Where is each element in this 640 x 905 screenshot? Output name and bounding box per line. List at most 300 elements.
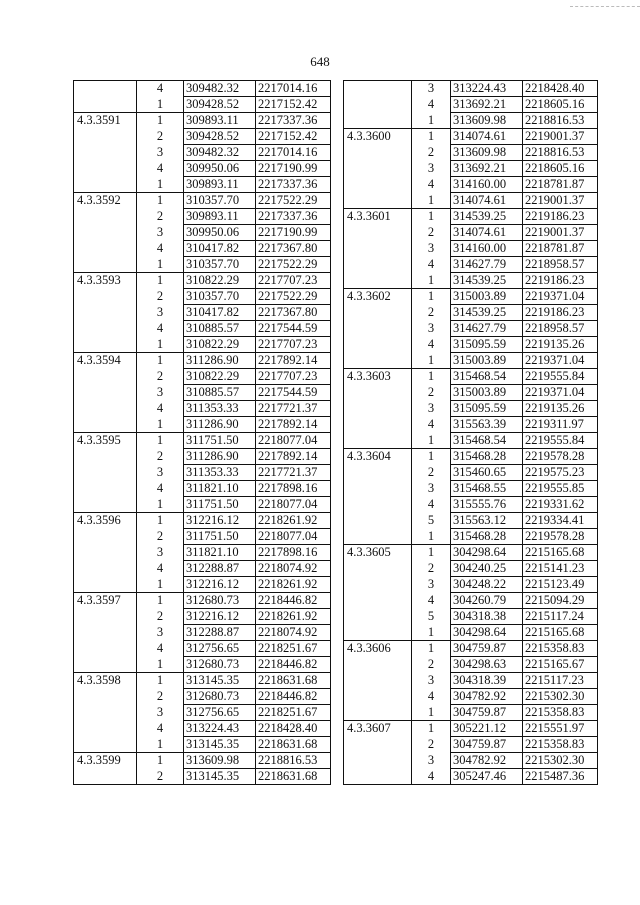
table-row: [74, 273, 331, 289]
right-coordinate-table: [343, 80, 598, 785]
y-coordinate-cell: 2217522.29: [256, 193, 331, 209]
y-coordinate-cell: 2219186.23: [523, 209, 598, 225]
y-coordinate-cell: 2217721.37: [256, 465, 331, 481]
table-row: [74, 737, 331, 753]
point-number-cell: 2: [137, 689, 184, 705]
section-number-cell: [74, 305, 137, 321]
section-number-cell: [74, 385, 137, 401]
point-number-cell: 1: [412, 545, 451, 561]
point-number-cell: 1: [412, 433, 451, 449]
y-coordinate-cell: 2218605.16: [523, 161, 598, 177]
x-coordinate-cell: 310357.70: [184, 193, 256, 209]
y-coordinate-cell: 2219001.37: [523, 129, 598, 145]
section-number-cell: [74, 705, 137, 721]
point-number-cell: 1: [137, 257, 184, 273]
x-coordinate-cell: 315468.54: [451, 369, 523, 385]
y-coordinate-cell: 2218446.82: [256, 593, 331, 609]
x-coordinate-cell: 313609.98: [451, 113, 523, 129]
table-row: [344, 689, 598, 705]
table-row: [74, 241, 331, 257]
table-row: [74, 129, 331, 145]
point-number-cell: 1: [137, 497, 184, 513]
table-row: [74, 225, 331, 241]
y-coordinate-cell: 2218781.87: [523, 177, 598, 193]
point-number-cell: 3: [137, 625, 184, 641]
table-row: [74, 545, 331, 561]
section-number-cell: [74, 145, 137, 161]
table-row: [344, 721, 598, 737]
section-number-cell: [344, 401, 412, 417]
section-number-cell: 4.3.3603: [344, 369, 412, 385]
table-row: [74, 257, 331, 273]
y-coordinate-cell: 2217522.29: [256, 257, 331, 273]
x-coordinate-cell: 304248.22: [451, 577, 523, 593]
table-row: [74, 705, 331, 721]
point-number-cell: 2: [137, 209, 184, 225]
point-number-cell: 4: [412, 769, 451, 785]
section-number-cell: [344, 97, 412, 113]
section-number-cell: [74, 641, 137, 657]
section-number-cell: [344, 177, 412, 193]
y-coordinate-cell: 2217337.36: [256, 177, 331, 193]
y-coordinate-cell: 2218074.92: [256, 561, 331, 577]
point-number-cell: 1: [137, 673, 184, 689]
y-coordinate-cell: 2218631.68: [256, 737, 331, 753]
x-coordinate-cell: 311751.50: [184, 433, 256, 449]
section-number-cell: [74, 497, 137, 513]
point-number-cell: 2: [137, 289, 184, 305]
section-number-cell: [74, 721, 137, 737]
x-coordinate-cell: 312288.87: [184, 561, 256, 577]
y-coordinate-cell: 2217892.14: [256, 353, 331, 369]
point-number-cell: 2: [137, 609, 184, 625]
point-number-cell: 3: [137, 145, 184, 161]
point-number-cell: 1: [137, 193, 184, 209]
table-row: [74, 753, 331, 769]
section-number-cell: 4.3.3599: [74, 753, 137, 769]
y-coordinate-cell: 2218958.57: [523, 257, 598, 273]
y-coordinate-cell: 2218261.92: [256, 577, 331, 593]
section-number-cell: 4.3.3598: [74, 673, 137, 689]
y-coordinate-cell: 2215551.97: [523, 721, 598, 737]
x-coordinate-cell: 315468.55: [451, 481, 523, 497]
y-coordinate-cell: 2219186.23: [523, 305, 598, 321]
table-row: [74, 369, 331, 385]
x-coordinate-cell: 305247.46: [451, 769, 523, 785]
point-number-cell: 1: [137, 593, 184, 609]
point-number-cell: 1: [137, 97, 184, 113]
y-coordinate-cell: 2219371.04: [523, 353, 598, 369]
table-row: [74, 289, 331, 305]
point-number-cell: 2: [137, 769, 184, 785]
section-number-cell: [344, 273, 412, 289]
section-number-cell: 4.3.3602: [344, 289, 412, 305]
y-coordinate-cell: 2218261.92: [256, 609, 331, 625]
x-coordinate-cell: 313224.43: [451, 81, 523, 97]
y-coordinate-cell: 2215117.23: [523, 673, 598, 689]
x-coordinate-cell: 304298.64: [451, 545, 523, 561]
table-row: [344, 609, 598, 625]
x-coordinate-cell: 314627.79: [451, 321, 523, 337]
y-coordinate-cell: 2217892.14: [256, 449, 331, 465]
section-number-cell: [74, 209, 137, 225]
section-number-cell: [344, 113, 412, 129]
table-row: [74, 209, 331, 225]
table-row: [344, 705, 598, 721]
section-number-cell: [344, 193, 412, 209]
point-number-cell: 4: [137, 641, 184, 657]
table-row: [74, 321, 331, 337]
table-row: [344, 513, 598, 529]
point-number-cell: 1: [137, 113, 184, 129]
table-row: [74, 449, 331, 465]
table-row: [74, 673, 331, 689]
section-number-cell: [344, 593, 412, 609]
section-number-cell: 4.3.3595: [74, 433, 137, 449]
section-number-cell: [344, 417, 412, 433]
x-coordinate-cell: 313145.35: [184, 737, 256, 753]
x-coordinate-cell: 314539.25: [451, 209, 523, 225]
y-coordinate-cell: 2217898.16: [256, 481, 331, 497]
x-coordinate-cell: 310822.29: [184, 273, 256, 289]
section-number-cell: 4.3.3591: [74, 113, 137, 129]
left-coordinate-table: [73, 80, 331, 785]
x-coordinate-cell: 312680.73: [184, 657, 256, 673]
point-number-cell: 5: [412, 513, 451, 529]
x-coordinate-cell: 312288.87: [184, 625, 256, 641]
table-row: [344, 769, 598, 785]
x-coordinate-cell: 312756.65: [184, 641, 256, 657]
x-coordinate-cell: 315563.12: [451, 513, 523, 529]
y-coordinate-cell: 2217190.99: [256, 161, 331, 177]
table-row: [74, 385, 331, 401]
section-number-cell: 4.3.3607: [344, 721, 412, 737]
table-row: [344, 417, 598, 433]
section-number-cell: [74, 417, 137, 433]
section-number-cell: [344, 657, 412, 673]
y-coordinate-cell: 2217337.36: [256, 113, 331, 129]
section-number-cell: [344, 529, 412, 545]
y-coordinate-cell: 2217544.59: [256, 321, 331, 337]
x-coordinate-cell: 313145.35: [184, 673, 256, 689]
y-coordinate-cell: 2217544.59: [256, 385, 331, 401]
point-number-cell: 2: [137, 529, 184, 545]
x-coordinate-cell: 313224.43: [184, 721, 256, 737]
x-coordinate-cell: 315003.89: [451, 289, 523, 305]
section-number-cell: 4.3.3604: [344, 449, 412, 465]
point-number-cell: 4: [137, 321, 184, 337]
point-number-cell: 3: [137, 305, 184, 321]
point-number-cell: 1: [412, 449, 451, 465]
table-row: [344, 145, 598, 161]
x-coordinate-cell: 315555.76: [451, 497, 523, 513]
table-row: [74, 769, 331, 785]
section-number-cell: [74, 337, 137, 353]
table-row: [74, 337, 331, 353]
point-number-cell: 4: [412, 689, 451, 705]
section-number-cell: [344, 337, 412, 353]
y-coordinate-cell: 2217522.29: [256, 289, 331, 305]
table-row: [344, 497, 598, 513]
x-coordinate-cell: 314539.25: [451, 305, 523, 321]
point-number-cell: 5: [412, 609, 451, 625]
x-coordinate-cell: 315468.28: [451, 449, 523, 465]
x-coordinate-cell: 314074.61: [451, 129, 523, 145]
point-number-cell: 3: [412, 753, 451, 769]
x-coordinate-cell: 311286.90: [184, 449, 256, 465]
table-row: [344, 545, 598, 561]
section-number-cell: [74, 97, 137, 113]
section-number-cell: 4.3.3596: [74, 513, 137, 529]
table-row: [344, 161, 598, 177]
point-number-cell: 2: [137, 449, 184, 465]
section-number-cell: [344, 497, 412, 513]
x-coordinate-cell: 310885.57: [184, 321, 256, 337]
section-number-cell: [344, 161, 412, 177]
point-number-cell: 4: [412, 177, 451, 193]
x-coordinate-cell: 311353.33: [184, 401, 256, 417]
table-row: [344, 193, 598, 209]
section-number-cell: [344, 81, 412, 97]
y-coordinate-cell: 2217707.23: [256, 273, 331, 289]
point-number-cell: 4: [137, 401, 184, 417]
section-number-cell: 4.3.3601: [344, 209, 412, 225]
x-coordinate-cell: 315095.59: [451, 401, 523, 417]
y-coordinate-cell: 2218958.57: [523, 321, 598, 337]
table-row: [344, 577, 598, 593]
y-coordinate-cell: 2219135.26: [523, 337, 598, 353]
section-number-cell: [344, 609, 412, 625]
point-number-cell: 4: [137, 481, 184, 497]
y-coordinate-cell: 2218251.67: [256, 641, 331, 657]
section-number-cell: [344, 305, 412, 321]
point-number-cell: 1: [137, 737, 184, 753]
x-coordinate-cell: 313609.98: [451, 145, 523, 161]
point-number-cell: 1: [137, 177, 184, 193]
x-coordinate-cell: 310417.82: [184, 305, 256, 321]
x-coordinate-cell: 312756.65: [184, 705, 256, 721]
y-coordinate-cell: 2218077.04: [256, 529, 331, 545]
section-number-cell: [344, 737, 412, 753]
section-number-cell: [344, 753, 412, 769]
table-row: [344, 129, 598, 145]
point-number-cell: 1: [412, 705, 451, 721]
x-coordinate-cell: 309893.11: [184, 177, 256, 193]
x-coordinate-cell: 304240.25: [451, 561, 523, 577]
point-number-cell: 1: [137, 513, 184, 529]
table-row: [74, 609, 331, 625]
y-coordinate-cell: 2217892.14: [256, 417, 331, 433]
x-coordinate-cell: 315468.28: [451, 529, 523, 545]
point-number-cell: 2: [412, 145, 451, 161]
section-number-cell: [74, 481, 137, 497]
point-number-cell: 4: [137, 161, 184, 177]
point-number-cell: 1: [412, 625, 451, 641]
section-number-cell: 4.3.3605: [344, 545, 412, 561]
x-coordinate-cell: 309482.32: [184, 81, 256, 97]
x-coordinate-cell: 304759.87: [451, 705, 523, 721]
table-row: [344, 593, 598, 609]
point-number-cell: 2: [412, 465, 451, 481]
section-number-cell: [344, 225, 412, 241]
point-number-cell: 1: [412, 129, 451, 145]
table-row: [74, 465, 331, 481]
y-coordinate-cell: 2219555.84: [523, 433, 598, 449]
y-coordinate-cell: 2217367.80: [256, 305, 331, 321]
y-coordinate-cell: 2215302.30: [523, 753, 598, 769]
table-row: [344, 465, 598, 481]
y-coordinate-cell: 2215358.83: [523, 705, 598, 721]
x-coordinate-cell: 315563.39: [451, 417, 523, 433]
y-coordinate-cell: 2217014.16: [256, 145, 331, 161]
y-coordinate-cell: 2218816.53: [523, 113, 598, 129]
point-number-cell: 3: [412, 321, 451, 337]
table-row: [344, 305, 598, 321]
section-number-cell: [74, 737, 137, 753]
y-coordinate-cell: 2215123.49: [523, 577, 598, 593]
table-row: [344, 449, 598, 465]
table-row: [74, 417, 331, 433]
table-row: [344, 385, 598, 401]
section-number-cell: [74, 769, 137, 785]
section-number-cell: [74, 369, 137, 385]
y-coordinate-cell: 2215141.23: [523, 561, 598, 577]
page-number: 648: [310, 54, 330, 69]
x-coordinate-cell: 304260.79: [451, 593, 523, 609]
x-coordinate-cell: 313609.98: [184, 753, 256, 769]
y-coordinate-cell: 2219555.84: [523, 369, 598, 385]
table-row: [344, 529, 598, 545]
x-coordinate-cell: 309950.06: [184, 225, 256, 241]
x-coordinate-cell: 304759.87: [451, 641, 523, 657]
x-coordinate-cell: 312680.73: [184, 593, 256, 609]
y-coordinate-cell: 2218781.87: [523, 241, 598, 257]
section-number-cell: [344, 513, 412, 529]
y-coordinate-cell: 2217707.23: [256, 369, 331, 385]
x-coordinate-cell: 314539.25: [451, 273, 523, 289]
x-coordinate-cell: 304318.38: [451, 609, 523, 625]
x-coordinate-cell: 310885.57: [184, 385, 256, 401]
table-row: [344, 433, 598, 449]
table-row: [344, 81, 598, 97]
y-coordinate-cell: 2218631.68: [256, 769, 331, 785]
x-coordinate-cell: 312216.12: [184, 577, 256, 593]
table-row: [344, 241, 598, 257]
point-number-cell: 2: [412, 385, 451, 401]
table-row: [74, 81, 331, 97]
y-coordinate-cell: 2218605.16: [523, 97, 598, 113]
point-number-cell: 4: [137, 561, 184, 577]
section-number-cell: [74, 449, 137, 465]
x-coordinate-cell: 304782.92: [451, 689, 523, 705]
point-number-cell: 4: [137, 241, 184, 257]
section-number-cell: 4.3.3600: [344, 129, 412, 145]
y-coordinate-cell: 2218446.82: [256, 657, 331, 673]
section-number-cell: [74, 545, 137, 561]
table-row: [344, 257, 598, 273]
x-coordinate-cell: 309893.11: [184, 113, 256, 129]
table-row: [344, 113, 598, 129]
point-number-cell: 1: [412, 369, 451, 385]
x-coordinate-cell: 314074.61: [451, 193, 523, 209]
y-coordinate-cell: 2217190.99: [256, 225, 331, 241]
y-coordinate-cell: 2215302.30: [523, 689, 598, 705]
section-number-cell: [74, 401, 137, 417]
table-row: [74, 145, 331, 161]
point-number-cell: 4: [137, 81, 184, 97]
point-number-cell: 3: [137, 385, 184, 401]
point-number-cell: 3: [137, 705, 184, 721]
point-number-cell: 4: [412, 337, 451, 353]
x-coordinate-cell: 315468.54: [451, 433, 523, 449]
y-coordinate-cell: 2218251.67: [256, 705, 331, 721]
section-number-cell: 4.3.3592: [74, 193, 137, 209]
y-coordinate-cell: 2219311.97: [523, 417, 598, 433]
point-number-cell: 3: [412, 161, 451, 177]
table-row: [74, 593, 331, 609]
y-coordinate-cell: 2215165.67: [523, 657, 598, 673]
table-row: [74, 577, 331, 593]
point-number-cell: 3: [412, 241, 451, 257]
x-coordinate-cell: 305221.12: [451, 721, 523, 737]
x-coordinate-cell: 313145.35: [184, 769, 256, 785]
point-number-cell: 1: [137, 273, 184, 289]
table-row: [344, 641, 598, 657]
point-number-cell: 1: [412, 353, 451, 369]
y-coordinate-cell: 2215358.83: [523, 737, 598, 753]
y-coordinate-cell: 2218428.40: [523, 81, 598, 97]
y-coordinate-cell: 2217367.80: [256, 241, 331, 257]
y-coordinate-cell: 2218816.53: [523, 145, 598, 161]
table-row: [74, 481, 331, 497]
section-number-cell: [344, 321, 412, 337]
x-coordinate-cell: 313692.21: [451, 97, 523, 113]
table-row: [74, 641, 331, 657]
x-coordinate-cell: 312216.12: [184, 609, 256, 625]
x-coordinate-cell: 310357.70: [184, 257, 256, 273]
point-number-cell: 3: [412, 481, 451, 497]
section-number-cell: [74, 577, 137, 593]
x-coordinate-cell: 314627.79: [451, 257, 523, 273]
y-coordinate-cell: 2217898.16: [256, 545, 331, 561]
y-coordinate-cell: 2219578.28: [523, 529, 598, 545]
table-row: [344, 753, 598, 769]
table-row: [344, 97, 598, 113]
point-number-cell: 1: [412, 641, 451, 657]
x-coordinate-cell: 309482.32: [184, 145, 256, 161]
section-number-cell: [74, 625, 137, 641]
table-row: [344, 337, 598, 353]
x-coordinate-cell: 310822.29: [184, 369, 256, 385]
table-row: [344, 209, 598, 225]
x-coordinate-cell: 304298.63: [451, 657, 523, 673]
point-number-cell: 1: [412, 289, 451, 305]
section-number-cell: [74, 257, 137, 273]
y-coordinate-cell: 2219135.26: [523, 401, 598, 417]
section-number-cell: [344, 433, 412, 449]
table-row: [74, 401, 331, 417]
table-row: [74, 97, 331, 113]
y-coordinate-cell: 2218446.82: [256, 689, 331, 705]
point-number-cell: 3: [412, 673, 451, 689]
table-row: [344, 369, 598, 385]
section-number-cell: [344, 769, 412, 785]
y-coordinate-cell: 2218816.53: [256, 753, 331, 769]
y-coordinate-cell: 2215165.68: [523, 545, 598, 561]
point-number-cell: 1: [412, 113, 451, 129]
section-number-cell: [344, 673, 412, 689]
point-number-cell: 4: [412, 593, 451, 609]
